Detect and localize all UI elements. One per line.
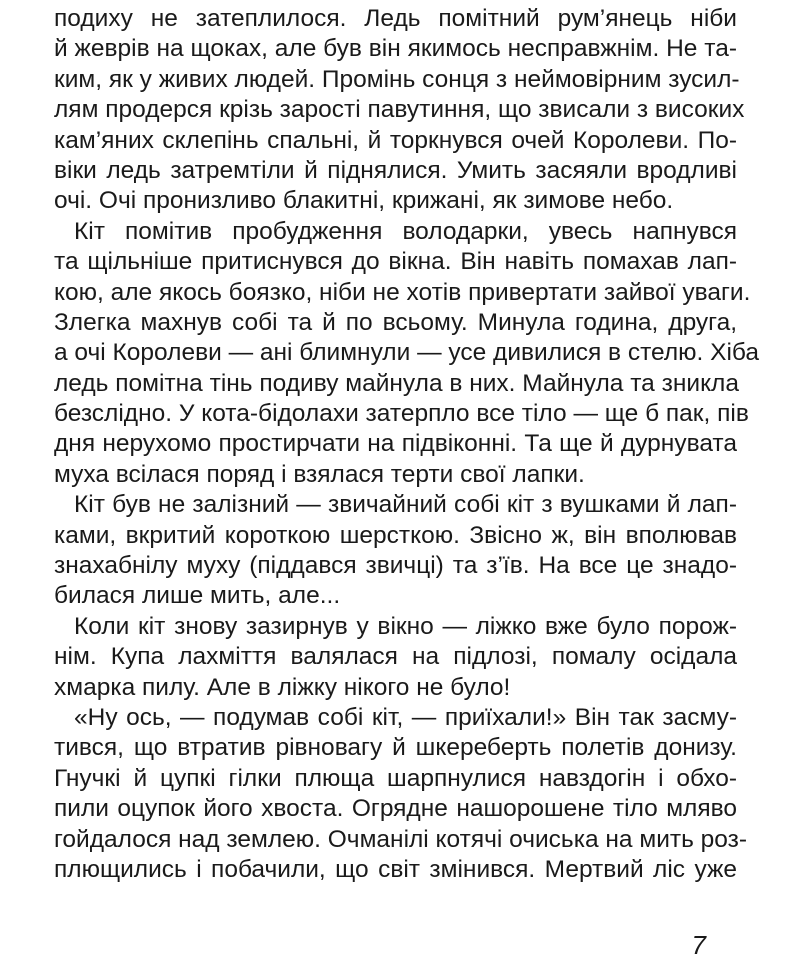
text-line: билася лише мить, але... <box>54 582 341 610</box>
text-line: а очі Королеви — ані блимнули — усе дивилися в стелю. Хіба <box>54 339 760 367</box>
text-line: гойдалося над землею. Очманілі котячі очиська на мить роз- <box>54 825 748 853</box>
text-line: безслідно. У кота-бідолахи затерпло все тіло — ще б пак, пів <box>54 400 749 428</box>
text-line: Кіт помітив пробудження володарки, увесь напнувся <box>74 217 737 245</box>
text-line: лям продерся крізь зарості павутиння, що звисали з високих <box>54 96 745 124</box>
text-line: Злегка махнув собі та й по всьому. Минула година, друга, <box>54 308 737 336</box>
text-line: очі. Очі пронизливо блакитні, крижані, як зимове небо. <box>54 187 674 215</box>
text-line: знахабнілу муху (піддався звичці) та з’їв. На все це знадо- <box>54 552 737 580</box>
text-line: тився, що втратив рівновагу й шкереберть полетів донизу. <box>54 734 737 762</box>
text-line: подиху не затеплилося. Ледь помітний рум’янець ніби <box>54 5 737 32</box>
text-line: «Ну ось, — подумав собі кіт, — приїхали!» Він так засму- <box>74 703 737 731</box>
text-line: ками, вкритий короткою шерсткою. Звісно ж, він вполював <box>54 521 737 549</box>
text-line: нім. Купа лахміття валялася на підлозі, помалу осідала <box>54 643 737 671</box>
text-line: та щільніше притиснувся до вікна. Він навіть помахав лап- <box>54 248 737 276</box>
text-line: віки ледь затремтіли й піднялися. Умить засяяли вродливі <box>54 156 737 184</box>
text-line: хмарка пилу. Але в ліжку нікого не було! <box>54 673 511 701</box>
page-number: 7 <box>691 930 706 960</box>
text-line: плющились і побачили, що світ змінився. Мертвий ліс уже <box>54 855 737 883</box>
text-line: пили оцупок його хвоста. Огрядне нашорошене тіло мляво <box>54 795 737 823</box>
text-line: кою, але якось боязко, ніби не хотів привертати зайвої уваги. <box>54 278 751 306</box>
text-line: ким, як у живих людей. Промінь сонця з неймовірним зусил- <box>54 65 740 93</box>
text-line: й жеврів на щоках, але був він якимось несправжнім. Не та- <box>54 35 737 63</box>
page-body <box>54 4 760 885</box>
text-line: Гнучкі й цупкі гілки плюща шарпнулися навздогін і обхо- <box>54 764 737 792</box>
text-line: муха всілася поряд і взялася терти свої лапки. <box>54 460 585 488</box>
text-line: ледь помітна тінь подиву майнула в них. Майнула та зникла <box>54 369 739 397</box>
text-line: Коли кіт знову зазирнув у вікно — ліжко вже було порож- <box>74 612 737 640</box>
text-line: Кіт був не залізний — звичайний собі кіт з вушками й лап- <box>74 491 737 519</box>
text-line: дня нерухомо простирчати на підвіконні. Та ще й дурнувата <box>54 430 737 458</box>
text-line: кам’яних склепінь спальні, й торкнувся очей Королеви. По- <box>54 126 737 154</box>
